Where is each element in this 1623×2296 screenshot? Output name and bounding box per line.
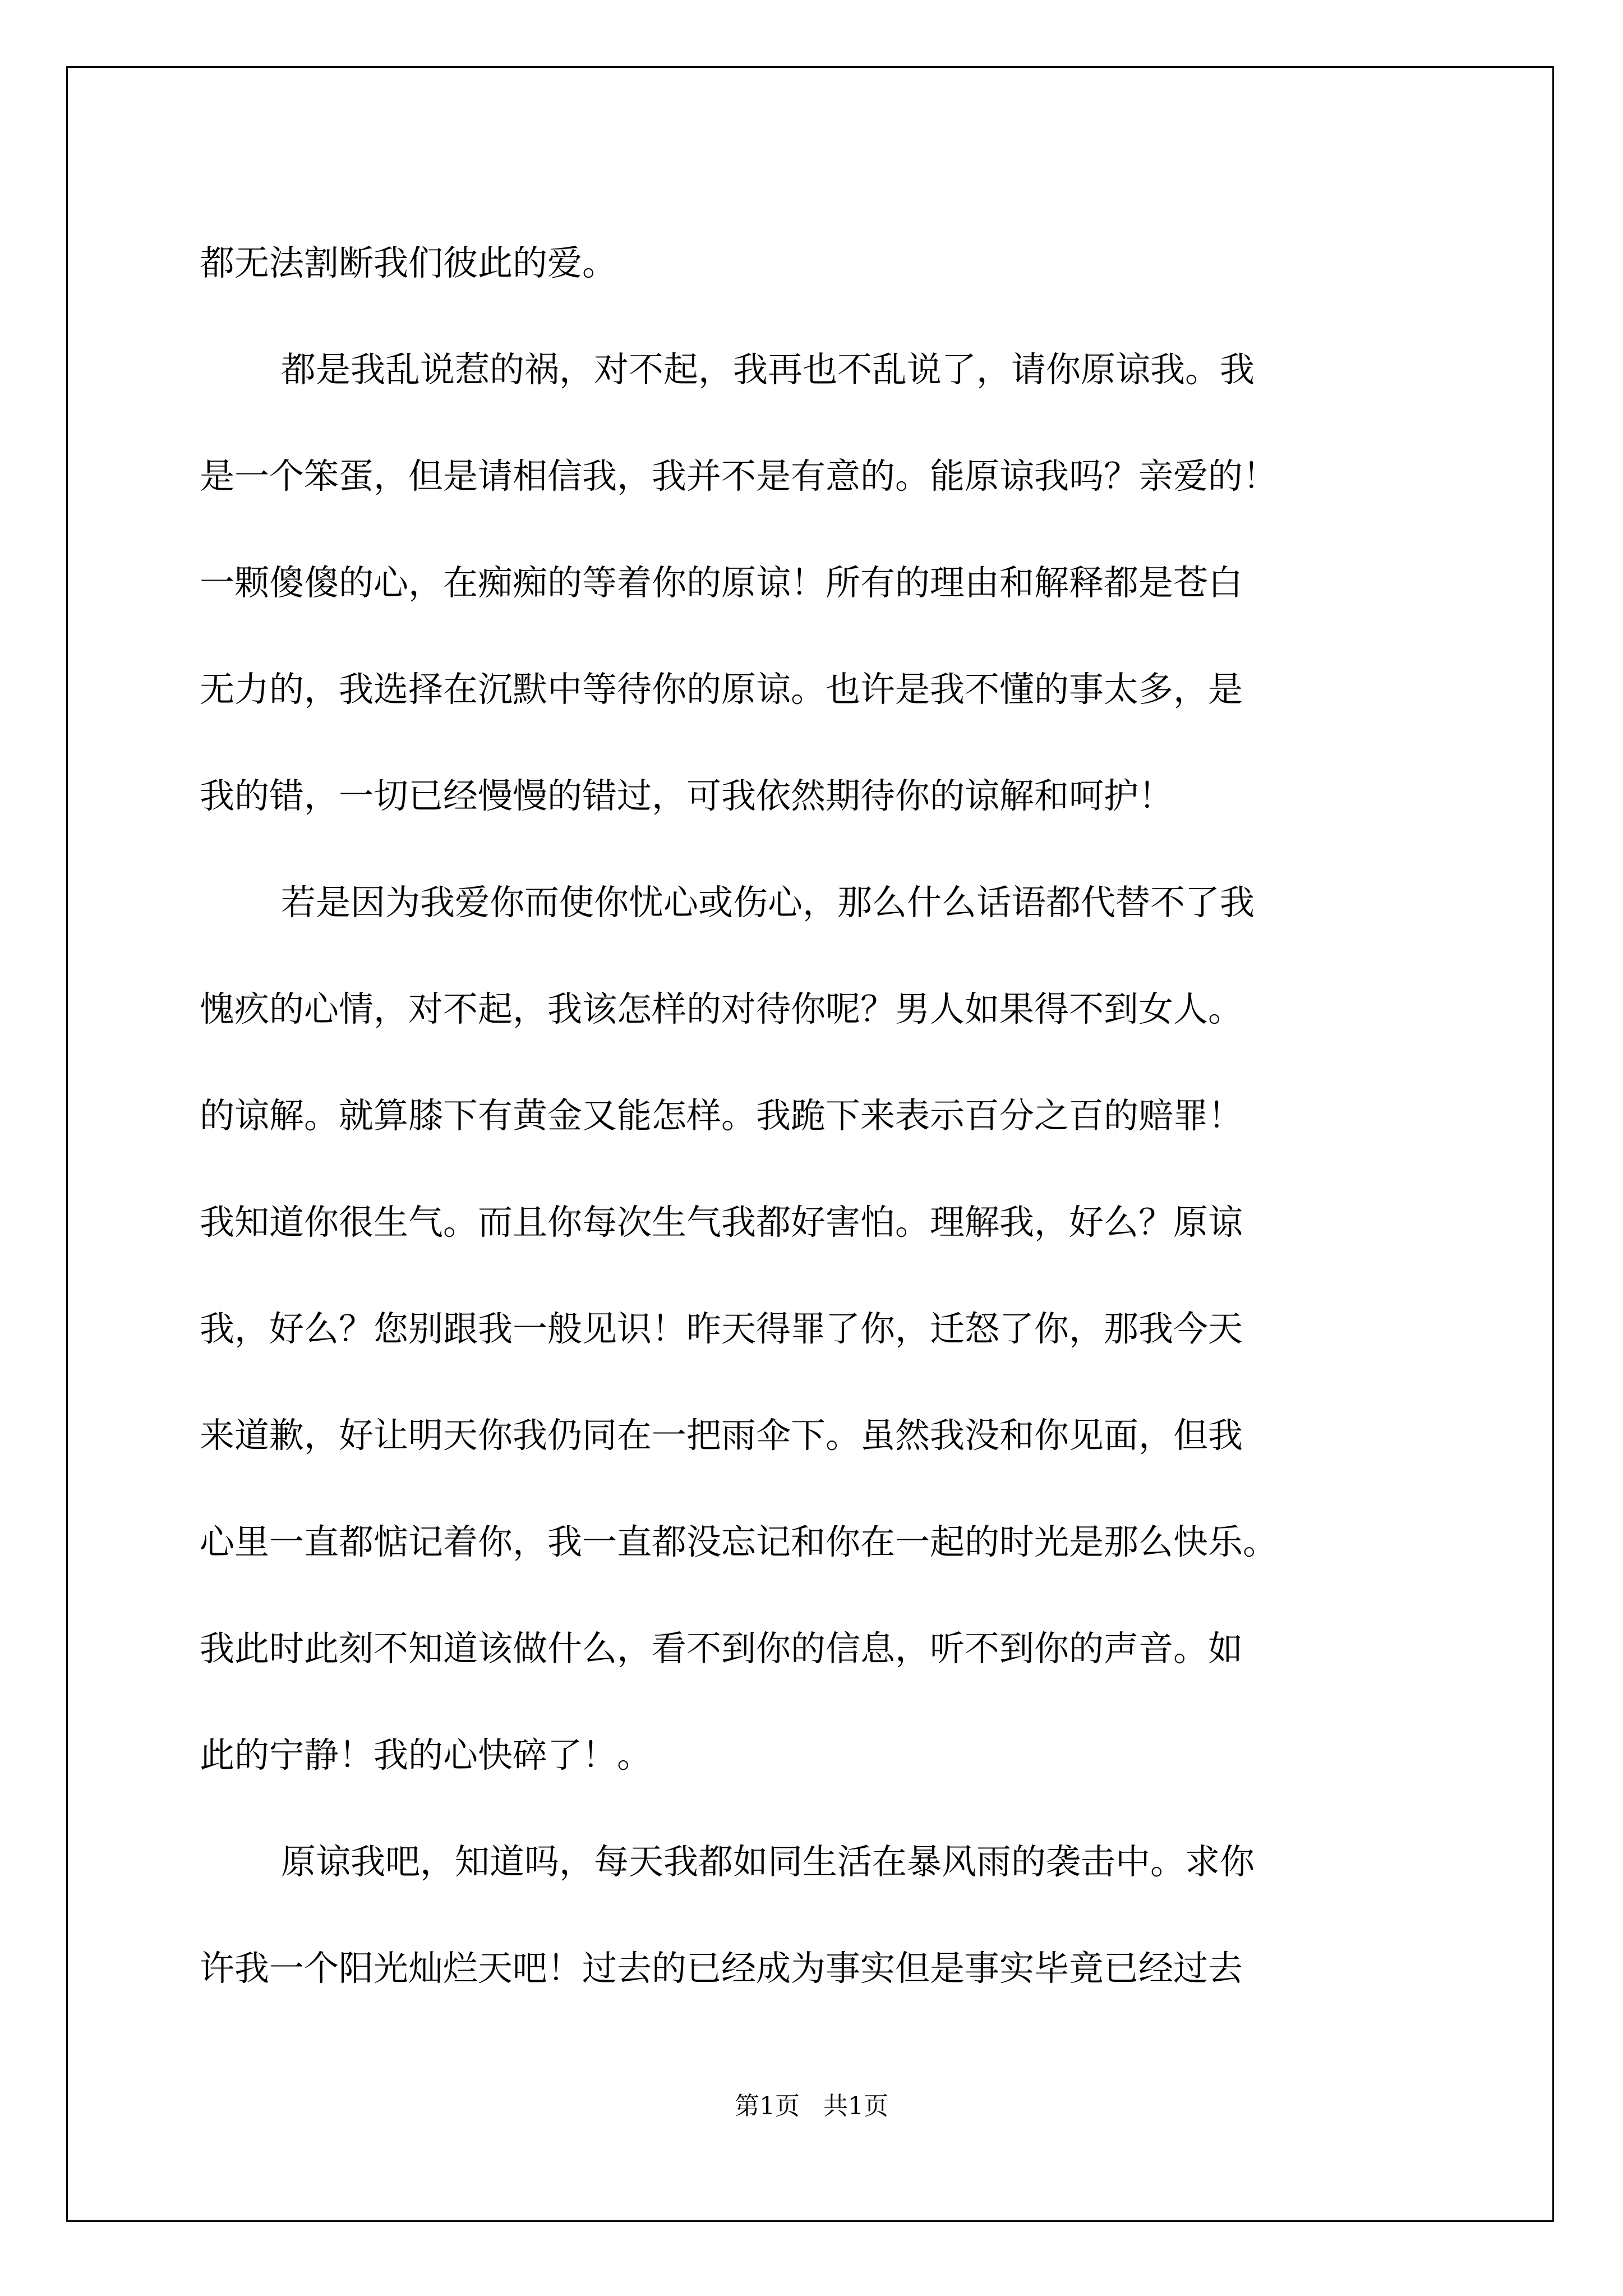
text-line: 我此时此刻不知道该做什么，看不到你的信息，听不到你的声音。如: [200, 1628, 1243, 1669]
text-line: 都是我乱说惹的祸，对不起，我再也不乱说了，请你原谅我。我: [281, 349, 1255, 390]
text-line: 我的错，一切已经慢慢的错过，可我依然期待你的谅解和呵护！: [200, 775, 1174, 816]
text-line: 此的宁静！我的心快碎了！。: [200, 1734, 652, 1775]
text-line: 无力的，我选择在沉默中等待你的原谅。也许是我不懂的事太多，是: [200, 669, 1243, 710]
text-line: 心里一直都惦记着你，我一直都没忘记和你在一起的时光是那么快乐。: [200, 1521, 1278, 1562]
text-line: 的谅解。就算膝下有黄金又能怎样。我跪下来表示百分之百的赔罪！: [200, 1095, 1243, 1136]
text-line: 若是因为我爱你而使你忧心或伤心，那么什么话语都代替不了我: [281, 882, 1255, 923]
text-line: 原谅我吧，知道吗，每天我都如同生活在暴风雨的袭击中。求你: [281, 1841, 1255, 1882]
text-line: 我知道你很生气。而且你每次生气我都好害怕。理解我，好么？原谅: [200, 1202, 1243, 1243]
text-line: 许我一个阳光灿烂天吧！过去的已经成为事实但是事实毕竟已经过去: [200, 1948, 1243, 1989]
text-line: 愧疚的心情，对不起，我该怎样的对待你呢？男人如果得不到女人。: [200, 988, 1243, 1029]
text-line: 我，好么？您别跟我一般见识！昨天得罪了你，迁怒了你，那我今天: [200, 1308, 1243, 1349]
text-line: 是一个笨蛋，但是请相信我，我并不是有意的。能原谅我吗？亲爱的！: [200, 455, 1278, 496]
text-line: 来道歉，好让明天你我仍同在一把雨伞下。虽然我没和你见面，但我: [200, 1415, 1243, 1456]
page-footer: 第1页 共1页: [735, 2092, 888, 2120]
document-body: [200, 210, 1450, 2022]
text-line: 都无法割断我们彼此的爱。: [200, 242, 617, 283]
text-line: 一颗傻傻的心，在痴痴的等着你的原谅！所有的理由和解释都是苍白: [200, 562, 1243, 603]
